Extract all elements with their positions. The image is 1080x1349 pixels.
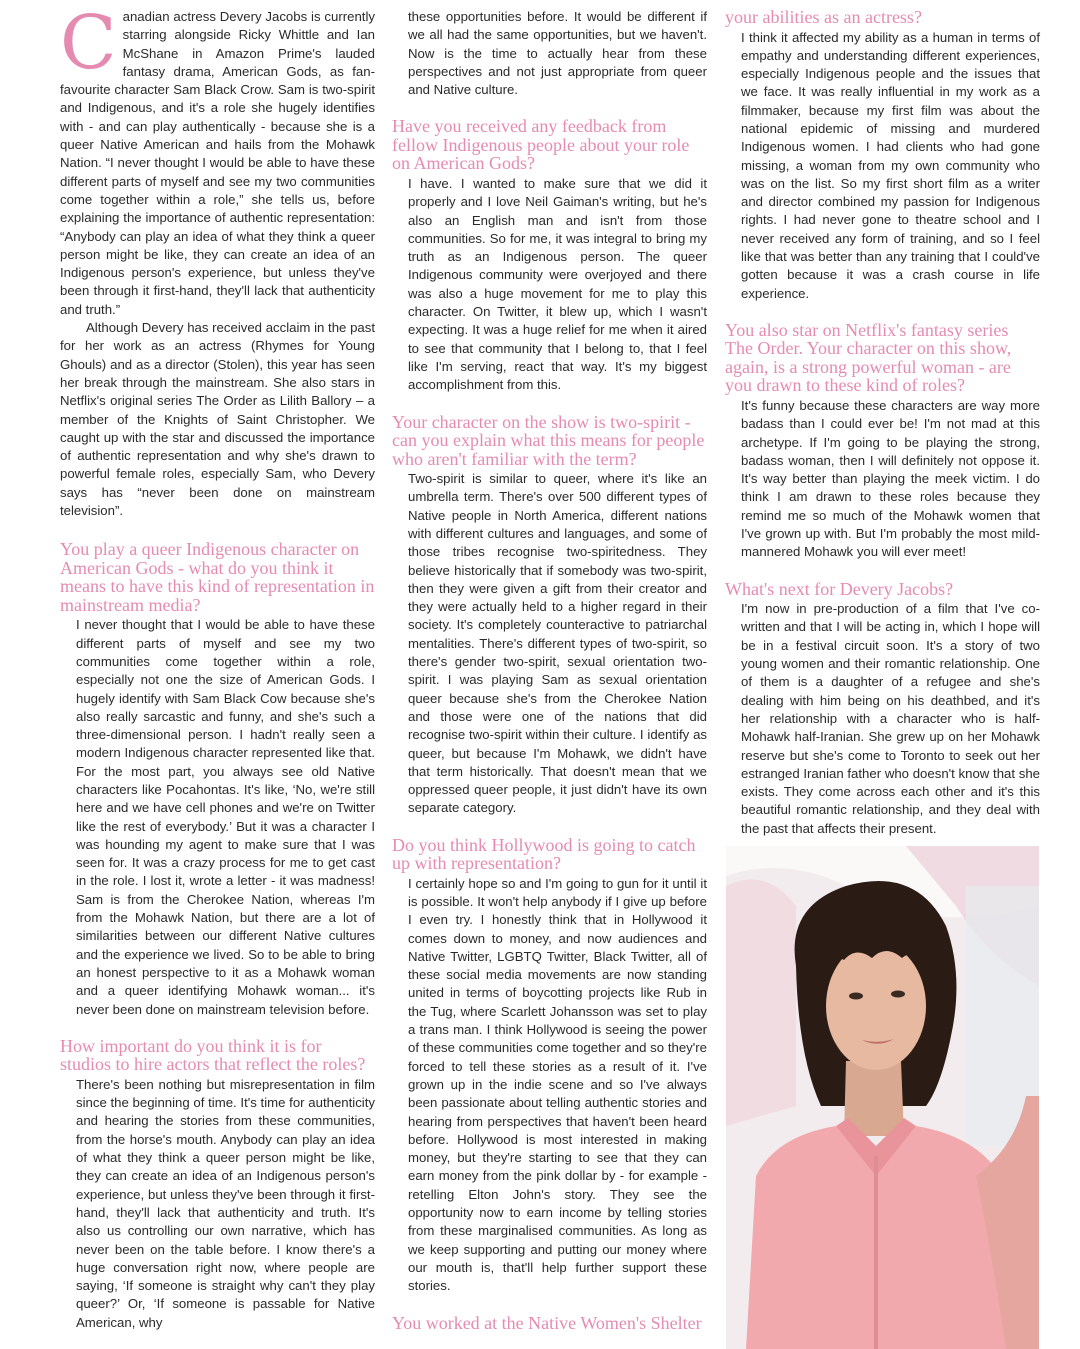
answer-text: I'm now in pre-production of a film that I've co-written and that I will be acting in, which I hope will be in a festival circuit soon. It's a story of two young women and their romantic relationship. One of them is a daughter of a refugee and she's dealing with him being on his deathbed, and it's her relationship with a character who is half-Mohawk half-Iranian. She grew up on her Mohawk reserve but she's come to Toronto to seek out her estranged Iranian father who doesn't know that she exists. They come across each other and it's this beautiful romantic relationship, and they deal with the past that affects their present. [741, 601, 1040, 836]
answer-text: It's funny because these characters are way more badass than I could ever be! I'm not mad at this archetype. If I'm going to be playing the strong, badass woman, then I will definitely not oppose it. It's way better than playing the meek victim. I do think I am drawn to these roles because they remind me so much of the Mohawk women that I've grown up with. But I'm probably the most mild-mannered Mohawk you will ever meet! [741, 397, 1040, 560]
question-heading-continued: your abilities as an actress? [725, 7, 922, 27]
column-2 [392, 8, 707, 1334]
question-heading: You play a queer Indigenous character on American Gods - what do you think it means to have this kind of representation in mainstream media? [60, 539, 375, 615]
question-heading-partial: You worked at the Native Women's Shelter [392, 1312, 702, 1333]
intro-text: anadian actress Devery Jacobs is currently starring alongside Ricky Whittle and Ian McShane in Amazon Prime's lauded fantasy drama, American Gods, as fan-favourite character Sam Black Crow. Sam is two-spirit and Indigenous, and it's a role she hugely identifies with - and can play authentically - because she is a queer Native American and hails from the Mohawk Nation. “I never thought I would be able to have these different parts of myself and see my two communities come together within a role,” she tells us, before explaining the importance of authentic representation: “Anybody can play an idea of what they think a queer person might be like, they can create an idea of an Indigenous person's experience, but unless they've been through it first-hand, they'll lack that authenticity and truth.” [60, 9, 375, 317]
answer-text: I have. I wanted to make sure that we did it properly and I love Neil Gaiman's writing, but he's also an English man and isn't from those communities. So for me, it was integral to bring my truth as an Indigenous person. The queer Indigenous community were overjoyed and there was also a huge movement for me to play this character. On Twitter, it blew up, which I wasn't expecting. It was a huge relief for me when it aired to see that community that I belong to, that I feel like I'm serving, react that way. It's my biggest accomplishment from this. [408, 175, 707, 393]
column-3 [725, 8, 1040, 838]
drop-cap: C [60, 0, 117, 86]
portrait-illustration [726, 846, 1039, 1349]
answer-text-continued: these opportunities before. It would be different if we all had the same opportunities, but we haven't. Now is the time to actually hear from these perspectives and not just appropriate from queer and Native culture. [408, 9, 707, 98]
answer-text: I certainly hope so and I'm going to gun for it until it is possible. It won't help anybody if I give up before I even try. I honestly think that in Hollywood it comes down to money, and now audiences and Native Twitter, LGBTQ Twitter, Black Twitter, all of these social media movements are now standing united in terms of boycotting projects like Rub in the Tug, where Scarlett Johansson was set to play a trans man. I think Hollywood is seeing the power of these communities come together and so they're forced to tell these stories as a result of it. I've grown up in the indie scene and so I've always been passionate about telling authentic stories and hearing from perspectives that haven't been heard before. Hollywood is most interested in making money, but they're starting to see that they can earn money from the pink dollar by - for example - retelling Elton John's story. They see the opportunity now to earn income by telling stories from these marginalised communities. As long as we keep supporting and putting our money where our mouth is, that'll help further support these stories. [408, 875, 707, 1294]
intro-paragraph [60, 0, 375, 319]
question-heading: Your character on the show is two-spirit - can you explain what this means for people who aren't familiar with the term? [392, 411, 705, 469]
question-heading: Do you think Hollywood is going to catch up with representation? [392, 834, 696, 874]
portrait-photo [726, 846, 1039, 1349]
intro-paragraph-2: Although Devery has received acclaim in the past for her work as an actress (Rhymes for Young Ghouls) and as a director (Stolen), this year has seen her break through the mainstream. She also stars in Netflix's original series The Order as Lilith Ballory – a member of the Knights of Saint Christopher. We caught up with the star and discussed the importance of authentic representation and why she's drawn to powerful female roles, especially Sam, who Devery says has “never been done on mainstream television”. [60, 320, 375, 519]
answer-text: There's been nothing but misrepresentation in film since the beginning of time. It's time for authenticity and hearing the stories from these communities, from the horse's mouth. Anybody can play an idea of what they think a queer person might be like, they can create an idea of an Indigenous person's experience, but unless they've been through it first-hand, they'll lack that authenticity and truth. It's also us controlling our own narrative, which has never been on the table before. I know there's a huge conversation right now, where people are saying, ‘If someone is straight why can't they play queer?’ Or, ‘If someone is passable for Native American, why [76, 1076, 375, 1330]
question-heading: You also star on Netflix's fantasy series The Order. Your character on this show, again, is a strong powerful woman - are you drawn to these kind of roles? [725, 319, 1012, 396]
answer-text: I think it affected my ability as a human in terms of empathy and understanding different experiences, especially Indigenous people and the issues that we face. It was really influential in my work as a filmmaker, because my first film was about the national epidemic of missing and murdered Indigenous women. I had clients who had gone missing, a woman from my own community who was on the list. So my first short film as a writer and director combined my passion for Indigenous rights. I had never gone to theatre school and I never received any form of training, and so I feel like that was better than any training that I could've gotten because it was a crash course in life experience. [741, 29, 1040, 301]
answer-text: I never thought that I would be able to have these different parts of myself and see my two communities come together within a role, especially not one the size of American Gods. I hugely identify with Sam Black Cow because she's also really sarcastic and funny, and she's such a three-dimensional person. I hadn't really seen a modern Indigenous character represented like that. For the most part, you always see old Native characters like Pocahontas. It's like, ‘No, we're still here and we have cell phones and we're on Twitter like the rest of everybody.’ But it was a character I was hounding my agent to make sure that I was seen for. It was a crazy process for me to get cast in the role. I lost it, wrote a letter - it was madness! Sam is from the Cherokee Nation, whereas I'm from the Mohawk Nation, but there are a lot of similarities between our different Native cultures and the experience we lived. So to be able to bring an honest perspective to it as a Mohawk woman and a queer identifying Mohawk woman... it's never been done on mainstream television before. [76, 617, 375, 1017]
answer-text: Two-spirit is similar to queer, where it's like an umbrella term. There's over 500 different types of Native people in North America, different nations with different cultures and languages, and some of those tribes recognise two-spiritedness. They believe historically that if somebody was two-spirit, then they were given a gift from their creator and they were actually held to a higher regard in their society. It's completely counteractive to patriarchal mentalities. There's different types of two-spirit, so there's gender two-spirit, sexual orientation two-spirit. I was playing Sam as sexual orientation queer because she's from the Cherokee Nation and those were one of the nations that did recognise two-spirit within their culture. I identify as queer, but because I'm Mohawk, we didn't have that term historically. That doesn't mean that we oppressed queer people, it just didn't have its own separate category. [408, 471, 707, 816]
question-heading: Have you received any feedback from fellow Indigenous people about your role on American Gods? [392, 116, 690, 174]
question-heading: What's next for Devery Jacobs? [725, 578, 954, 599]
column-1 [60, 0, 375, 1332]
question-heading: How important do you think it is for studios to hire actors that reflect the roles? [60, 1035, 366, 1075]
